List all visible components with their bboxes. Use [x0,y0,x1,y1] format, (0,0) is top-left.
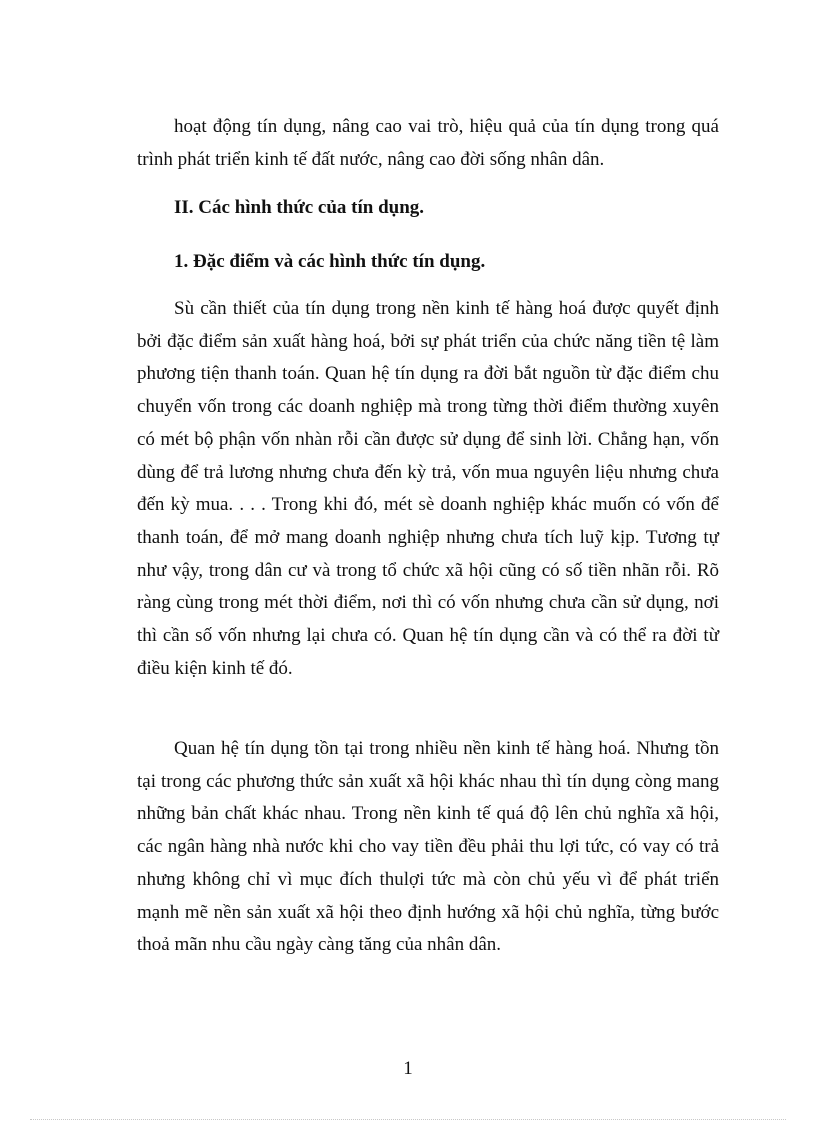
paragraph-continuation: hoạt động tín dụng, nâng cao vai trò, hiệu quả của tín dụng trong quá trình phát triển kinh tế đất nước, nâng cao đời sống nhân dân. [137,116,719,170]
section-heading: II. Các hình thức của tín dụng. [174,197,425,218]
subsection-heading: 1. Đặc điểm và các hình thức tín dụng. [174,251,486,272]
page-number: 1 [403,1058,413,1079]
page-bottom-divider [30,1119,786,1120]
paragraph-credit-relations: Quan hệ tín dụng tồn tại trong nhiều nền kinh tế hàng hoá. Nhưng tồn tại trong các phương thức sản xuất xã hội khác nhau thì tín dụng còng mang những bản chất khác nhau. Trong nền kinh tế quá độ lên chủ nghĩa xã hội, các ngân hàng nhà nước khi cho vay tiền đều phải thu lợi tức, có vay có trả nhưng không chỉ vì mục đích thulợi tức mà còn chủ yếu vì để phát triển mạnh mẽ nền sản xuất xã hội theo định hướng xã hội chủ nghĩa, từng bước thoả mãn nhu cầu ngày càng tăng của nhân dân. [137,738,719,956]
paragraph-credit-necessity: Sù cần thiết của tín dụng trong nền kinh tế hàng hoá được quyết định bởi đặc điểm sản xuất hàng hoá, bởi sự phát triển của chức năng tiền tệ làm phương tiện thanh toán. Quan hệ tín dụng ra đời bắt nguồn từ đặc điểm chu chuyển vốn trong các doanh nghiệp mà trong từng thời điểm thường xuyên có mét bộ phận vốn nhàn rỗi cần được sử dụng để sinh lời. Chẳng hạn, vốn dùng để trả lương nhưng chưa đến kỳ trả, vốn mua nguyên liệu nhưng chưa đến kỳ mua. . . . Trong khi đó, mét sè doanh nghiệp khác muốn có vốn để thanh toán, để mở mang doanh nghiệp nhưng chưa tích luỹ kịp. Tương tự như vậy, trong dân cư và trong tổ chức xã hội cũng có số tiền nhãn rỗi. Rõ ràng cùng trong mét thời điểm, nơi thì có vốn nhưng chưa cần sử dụng, nơi thì cần số vốn nhưng lại chưa có. Quan hệ tín dụng cần và có thể ra đời từ điều kiện kinh tế đó. [137,298,719,679]
